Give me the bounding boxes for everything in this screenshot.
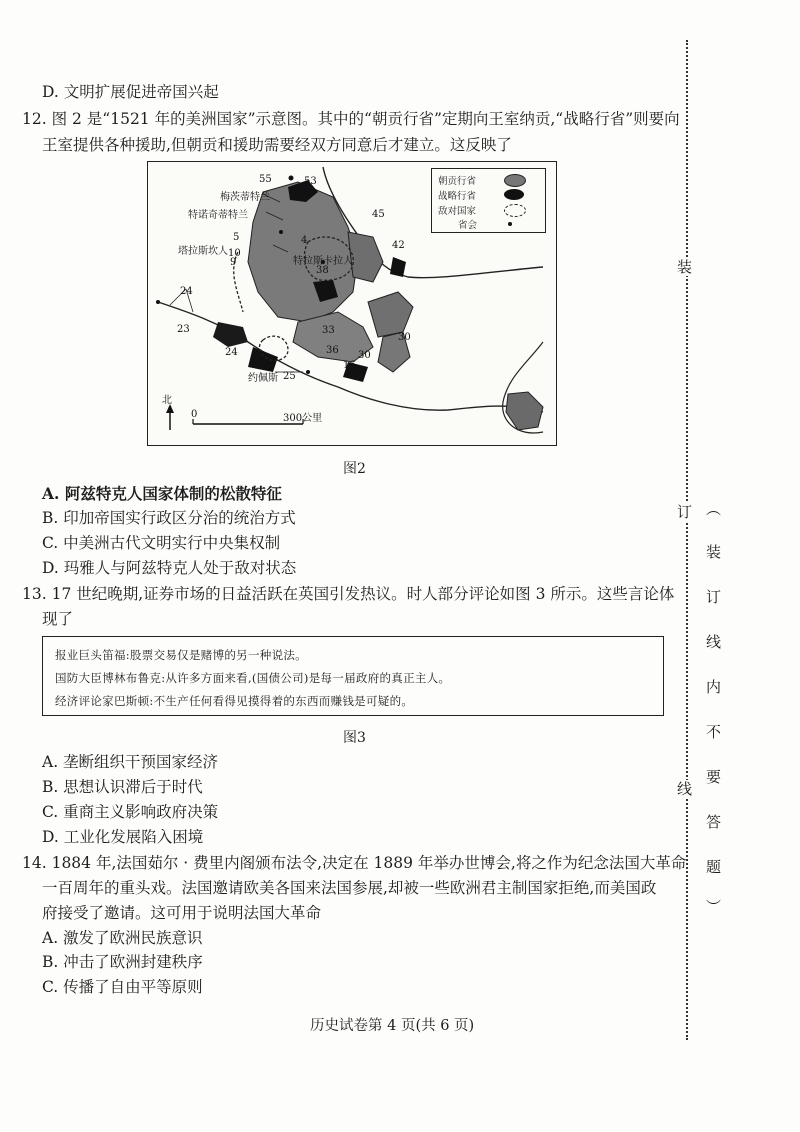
map-label-meztitlan: 梅茨蒂特兰 (220, 192, 270, 203)
map-number: 5 (233, 232, 240, 243)
q13-stem-line-1: 13. 17 世纪晚期,证券市场的日益活跃在英国引发热议。时人部分评论如图 3 所示。这些言论体 (22, 585, 675, 603)
map-scale-end: 300公里 (283, 413, 323, 424)
margin-notice-char: 订 (706, 588, 722, 606)
legend-enemy-swatch (504, 204, 526, 217)
map-label-tenochtitlan: 特诺奇蒂特兰 (188, 210, 248, 221)
q14-option-a[interactable]: A. 激发了欧洲民族意识 (42, 929, 203, 947)
legend-capital: 省会 (458, 220, 478, 231)
margin-notice-char: 装 (706, 543, 722, 561)
map-number: 24 (180, 286, 193, 297)
map-number: 10 (228, 248, 241, 259)
q13-option-b[interactable]: B. 思想认识滞后于时代 (42, 778, 203, 796)
map-number: 25 (283, 371, 296, 382)
q12-option-a[interactable]: A. 阿兹特克人国家体制的松散特征 (42, 484, 282, 503)
map-label-tlaxcalans: 特拉斯卡拉人 (293, 256, 353, 267)
figure-2-caption: 图2 (343, 461, 366, 477)
map-label-yopes: 约佩斯 (248, 373, 278, 384)
figure-3-caption: 图3 (343, 730, 366, 746)
quote-baston: 经济评论家巴斯顿:不生产任何看得见摸得着的东西而赚钱是可疑的。 (55, 694, 414, 708)
q12-stem-line-2: 王室提供各种援助,但朝贡和援助需要经双方同意后才建立。这反映了 (42, 136, 512, 154)
map-number: 24 (225, 347, 238, 358)
legend-tributary-swatch (504, 174, 526, 187)
margin-notice-char: 题 (706, 858, 722, 876)
q12-option-d[interactable]: D. 玛雅人与阿兹特克人处于敌对状态 (42, 559, 297, 577)
q14-stem-line-2: 一百周年的重头戏。法国邀请欧美各国来法国参展,却被一些欧洲君主制国家拒绝,而美国政 (42, 879, 657, 897)
margin-notice-char: 答 (706, 813, 722, 831)
map-number: 16 (343, 360, 356, 371)
legend-tributary: 朝贡行省 (438, 176, 477, 187)
quote-bolingbroke: 国防大臣博林布鲁克:从许多方面来看,(国债公司)是每一届政府的真正主人。 (55, 671, 451, 685)
margin-notice-char: 内 (706, 678, 722, 696)
map-scale-zero: 0 (191, 409, 198, 420)
map-number: 55 (259, 174, 272, 185)
margin-notice-char: 不 (706, 723, 722, 741)
map-number: 42 (392, 240, 405, 251)
q11-option-d: D. 文明扩展促进帝国兴起 (42, 83, 219, 101)
map-number: 4 (301, 235, 308, 246)
page-footer: 历史试卷第 4 页(共 6 页) (310, 1018, 475, 1034)
legend-capital-dot (508, 222, 512, 226)
q12-option-c[interactable]: C. 中美洲古代文明实行中央集权制 (42, 534, 281, 552)
q12-stem-line-1: 12. 图 2 是“1521 年的美洲国家”示意图。其中的“朝贡行省”定期向王室纳贡,“战略行省”则要向 (22, 110, 680, 128)
margin-label-xian: 线 (677, 780, 693, 798)
margin-label-zhuang: 装 (677, 258, 693, 276)
q14-option-b[interactable]: B. 冲击了欧洲封建秩序 (42, 953, 203, 971)
map-legend (431, 168, 546, 233)
q13-option-d[interactable]: D. 工业化发展陷入困境 (42, 828, 204, 846)
map-number: 30 (398, 332, 411, 343)
margin-label-ding: 订 (677, 503, 693, 521)
q13-stem-line-2: 现了 (42, 610, 74, 628)
q13-option-a[interactable]: A. 垄断组织干预国家经济 (42, 753, 219, 771)
map-number: 36 (326, 345, 339, 356)
margin-notice-char: 要 (706, 768, 722, 786)
map-number: 23 (177, 324, 190, 335)
figure-3-quotes (42, 636, 664, 716)
q14-option-c[interactable]: C. 传播了自由平等原则 (42, 978, 203, 996)
quote-defoe: 报业巨头笛福:股票交易仅是赌博的另一种说法。 (55, 648, 307, 662)
q14-stem-line-1: 14. 1884 年,法国茹尔 · 费里内阁颁布法令,决定在 1889 年举办世博会,将之作为纪念法国大革命 (22, 854, 687, 872)
binding-dotted-line (686, 40, 688, 1040)
map-north-label: 北 (162, 395, 172, 406)
legend-enemy-state: 敌对国家 (438, 206, 477, 217)
map-number: 38 (316, 265, 329, 276)
q13-option-c[interactable]: C. 重商主义影响政府决策 (42, 803, 219, 821)
map-number: 33 (322, 325, 335, 336)
map-number: 30 (358, 350, 371, 361)
q12-option-b[interactable]: B. 印加帝国实行政区分治的统治方式 (42, 509, 296, 527)
legend-strategic: 战略行省 (438, 191, 477, 202)
map-number: 45 (372, 209, 385, 220)
map-label-tarascan: 塔拉斯坎人 (178, 246, 228, 257)
aztec-map-figure (147, 161, 557, 446)
legend-strategic-swatch (504, 189, 524, 200)
q14-stem-line-3: 府接受了邀请。这可用于说明法国大革命 (42, 904, 322, 922)
map-number: 9 (230, 257, 237, 268)
margin-paren-close: ︶ (706, 898, 722, 916)
margin-notice-char: 线 (706, 633, 722, 651)
map-number: 53 (304, 176, 317, 187)
margin-paren-open: ︵ (706, 500, 722, 518)
